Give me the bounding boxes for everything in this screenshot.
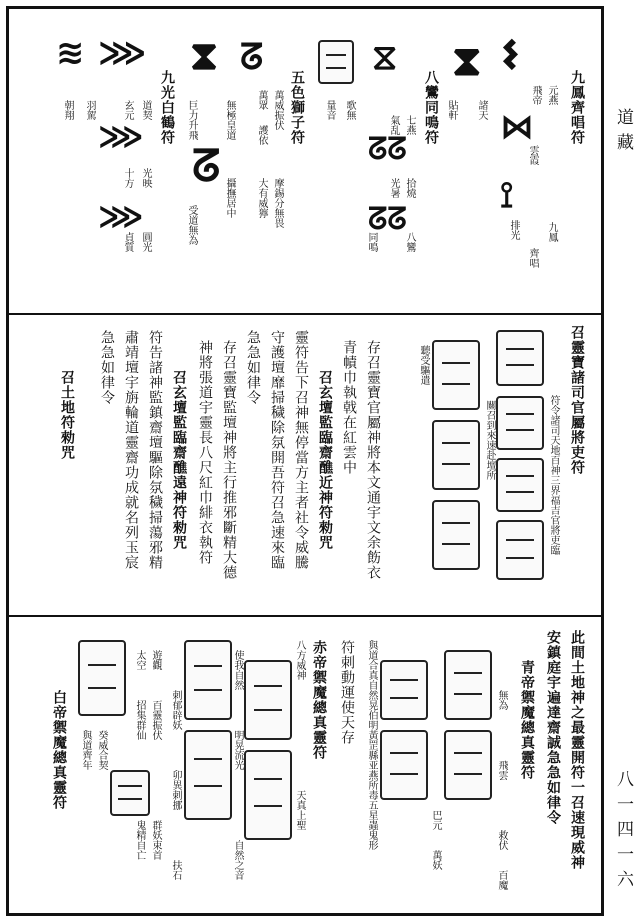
green-notes-c: 救伏 — [496, 830, 507, 850]
talisman-notes-nine-phoenix-d: 飛帝 — [530, 85, 541, 105]
white-notes-a: 遊觀 — [150, 650, 161, 670]
talisman-title-five-lion: 五色獅子符 — [289, 70, 305, 145]
green-note-line2: 符刺動運使天存 — [339, 640, 355, 745]
talisman-notes-crane-d: 玄元 — [122, 100, 133, 120]
talisman-title-nine-light-crane: 九光白鶴符 — [159, 70, 175, 145]
talisman-seal-red-3 — [184, 640, 232, 720]
red-notes-a: 八方威神 — [294, 640, 305, 680]
talisman-notes-five-lion-c: 萬眾 — [256, 90, 267, 110]
talisman-glyph-eight-luan-3: ᘔᘔ — [368, 202, 407, 237]
page-number: 八一四一六 — [613, 770, 633, 895]
talisman-notes-nine-phoenix-e: 排光 — [508, 220, 519, 240]
red-notes-d: 明晃流光 — [232, 730, 243, 770]
red-notes-g: 卯異刺挪 — [170, 770, 181, 810]
red-notes-f: 刺郁辟妖 — [170, 690, 181, 730]
talisman-notes-eight-luan-g: 歌無 — [344, 100, 355, 120]
talisman-notes-five-lion-d: 護依 — [256, 125, 267, 145]
talisman-glyph-five-lion-1: ᘔ — [240, 37, 264, 78]
white-notes-f: 鬼精自亡 — [134, 820, 145, 860]
white-notes-e: 招集群仙 — [134, 700, 145, 740]
talisman-glyph-five-lion-3: ᘔ — [192, 141, 221, 192]
talisman-notes-eight-luan-b: 拾燒 — [404, 178, 415, 198]
text-visualize-officials: 存召靈寶官屬神將本文通宇文余飭衣 — [365, 340, 381, 580]
talisman-notes-nine-phoenix-f: 齊唱 — [527, 248, 538, 268]
talisman-notes-five-lion-g: 攝撫居中 — [224, 178, 235, 218]
talisman-notes-eight-luan-f: 同鳴 — [366, 232, 377, 252]
title-summon-earth-god: 召土地符勑咒 — [59, 370, 75, 460]
talisman-seal-summon-4 — [496, 520, 544, 580]
talisman-notes-eight-luan-d: 氣乱 — [388, 115, 399, 135]
talisman-notes-eight-luan-c: 八鸞 — [404, 232, 415, 252]
summon-note-line3: 關召到來速赴壇所 — [484, 400, 495, 480]
talisman-notes-five-lion-i: 受道無為 — [186, 205, 197, 245]
talisman-notes-crane-h: 朝翔 — [62, 100, 73, 120]
talisman-seal-summon-6 — [432, 420, 480, 490]
green-note-line: 與道合真自然晃伯明黃罡縣亚燕所毒五星蟲鬼形 — [366, 640, 377, 850]
incantation-far-line1: 符告諸神監鎮齋壇驅除氛穢掃蕩邪精 — [147, 330, 163, 570]
red-notes-c: 使我自然 — [232, 650, 243, 690]
talisman-notes-nine-phoenix-b: 雲霞 — [527, 145, 538, 165]
white-notes-h: 與道齊年 — [80, 730, 91, 770]
talisman-glyph-nine-phoenix-4: ⧗ — [452, 36, 482, 85]
talisman-notes-five-lion-e: 大有威獰 — [256, 178, 267, 218]
white-notes-b: 百靈振伏 — [150, 700, 161, 740]
talisman-seal-summon-5 — [432, 340, 480, 410]
white-notes-d: 太空 — [134, 650, 145, 670]
title-summon-altar-near: 召玄壇監臨齋醮近神符勑咒 — [317, 370, 333, 550]
text-visualize-altar-guard-2: 神將張道宇靈長八尺紅巾緋衣執符 — [197, 340, 213, 565]
title-red-emperor: 赤帝禦魔總真靈符 — [311, 640, 327, 760]
talisman-notes-five-lion-b: 摩錫分無畏 — [272, 178, 283, 228]
red-notes-e: 自然之音 — [232, 840, 243, 880]
incantation-near-line1: 靈符告下召神無停當方主者社令威騰 — [293, 330, 309, 570]
talisman-notes-five-lion-a: 萬威振伏 — [272, 90, 283, 130]
talisman-glyph-eight-luan-1: ⧖ — [372, 37, 398, 78]
talisman-glyph-crane-3: ⋙ — [98, 197, 144, 235]
green-notes-b: 飛雲 — [496, 760, 507, 780]
talisman-notes-nine-phoenix-c: 九鳳 — [546, 222, 557, 242]
talisman-seal-summon-2 — [496, 396, 544, 450]
talisman-seal-summon-3 — [496, 458, 544, 512]
green-notes-e: 萬妖 — [430, 850, 441, 870]
talisman-glyph-eight-luan-2: ᘔᘔ — [368, 132, 407, 167]
talisman-glyph-nine-phoenix-3: ⟟ — [500, 175, 514, 216]
incantation-earth-god-line2: 安鎮庭宇遍達齋誠急急如律令 — [545, 630, 561, 825]
title-white-emperor: 白帝禦魔總真靈符 — [51, 690, 67, 810]
talisman-seal-green-1 — [444, 650, 492, 720]
talisman-glyph-five-lion-2: ⧗ — [190, 33, 219, 79]
incantation-far-line3: 急急如律令 — [99, 330, 115, 405]
talisman-notes-five-lion-f: 無極皇道 — [224, 100, 235, 140]
talisman-glyph-crane-4: ≋ — [56, 33, 85, 73]
talisman-notes-crane-f: 貞質 — [122, 232, 133, 252]
talisman-notes-crane-b: 光映 — [140, 168, 151, 188]
talisman-seal-white-1 — [78, 640, 126, 716]
talisman-glyph-crane-2: ⋙ — [98, 117, 144, 155]
incantation-far-line2: 肅靖壇宇旃輪道靈齋功成就名列玉宸 — [123, 330, 139, 570]
talisman-seal-green-2 — [444, 730, 492, 800]
talisman-glyph-nine-phoenix-2: ⋈ — [500, 107, 534, 147]
green-notes-d: 巴元 — [430, 810, 441, 830]
talisman-notes-crane-g: 羽駕 — [84, 100, 95, 120]
text-visualize-officials-2: 青幘巾執戟在紅雲中 — [341, 340, 357, 475]
green-notes-f: 百魔 — [496, 870, 507, 890]
red-notes-b: 天真上聖 — [294, 790, 305, 830]
talisman-glyph-crane-1: ⋙ — [98, 33, 147, 73]
talisman-notes-eight-luan-a: 七燕 — [404, 115, 415, 135]
text-visualize-altar-guard: 存召靈寶監壇神將主行推邪斷精大德 — [221, 340, 237, 580]
green-notes-a: 無為 — [496, 690, 507, 710]
title-summon-officials: 召靈寶諸司官屬將吏符 — [569, 325, 585, 475]
talisman-notes-five-lion-h: 巨力升飛 — [186, 100, 197, 140]
summon-note-line4: 聽受驅遣 — [418, 345, 429, 385]
book-title: 道藏 — [613, 108, 633, 158]
title-green-emperor: 青帝禦魔總真靈符 — [519, 660, 535, 780]
band-separator-2 — [6, 615, 604, 617]
incantation-near-line2: 守護壇靡掃穢除氛開吾符召急速來臨 — [269, 330, 285, 570]
talisman-notes-nine-phoenix-h: 貼軒 — [446, 100, 457, 120]
talisman-seal-red-4 — [184, 730, 232, 820]
talisman-seal-white-2 — [110, 770, 150, 816]
talisman-notes-crane-e: 十方 — [122, 168, 133, 188]
talisman-notes-nine-phoenix-g: 諸天 — [476, 100, 487, 120]
talisman-seal-green-3 — [380, 660, 428, 720]
talisman-seal-eight-luan — [318, 40, 354, 84]
talisman-title-eight-luan: 八鸞同鳴符 — [423, 70, 439, 145]
talisman-glyph-nine-phoenix-1: 𐌔 — [500, 33, 521, 79]
white-notes-c: 群妖束首 — [150, 820, 161, 860]
summon-note-line2: 符令諸司天地百神三界福吉官將吏臨 — [548, 395, 559, 555]
red-notes-h: 扶石 — [170, 860, 181, 880]
talisman-seal-red-2 — [244, 750, 292, 840]
talisman-notes-crane-c: 圓光 — [140, 232, 151, 252]
talisman-seal-red-1 — [244, 660, 292, 740]
incantation-near-line3: 急急如律令 — [245, 330, 261, 405]
talisman-seal-summon-1 — [496, 330, 544, 386]
talisman-seal-summon-7 — [432, 500, 480, 570]
talisman-seal-green-4 — [380, 730, 428, 800]
talisman-notes-nine-phoenix-a: 元燕 — [546, 85, 557, 105]
talisman-notes-eight-luan-h: 量音 — [324, 100, 335, 120]
talisman-title-nine-phoenix: 九鳳齊唱符 — [569, 70, 585, 145]
white-notes-g: 癸威合契 — [96, 730, 107, 770]
title-summon-altar-far: 召玄壇監臨齋醮遠神符勑咒 — [171, 370, 187, 550]
band-separator-1 — [6, 313, 604, 315]
talisman-notes-crane-a: 道契 — [140, 100, 151, 120]
talisman-notes-eight-luan-e: 光暑 — [388, 178, 399, 198]
incantation-earth-god-line1: 此間土地神之最靈開符一召速現威神 — [569, 630, 585, 870]
